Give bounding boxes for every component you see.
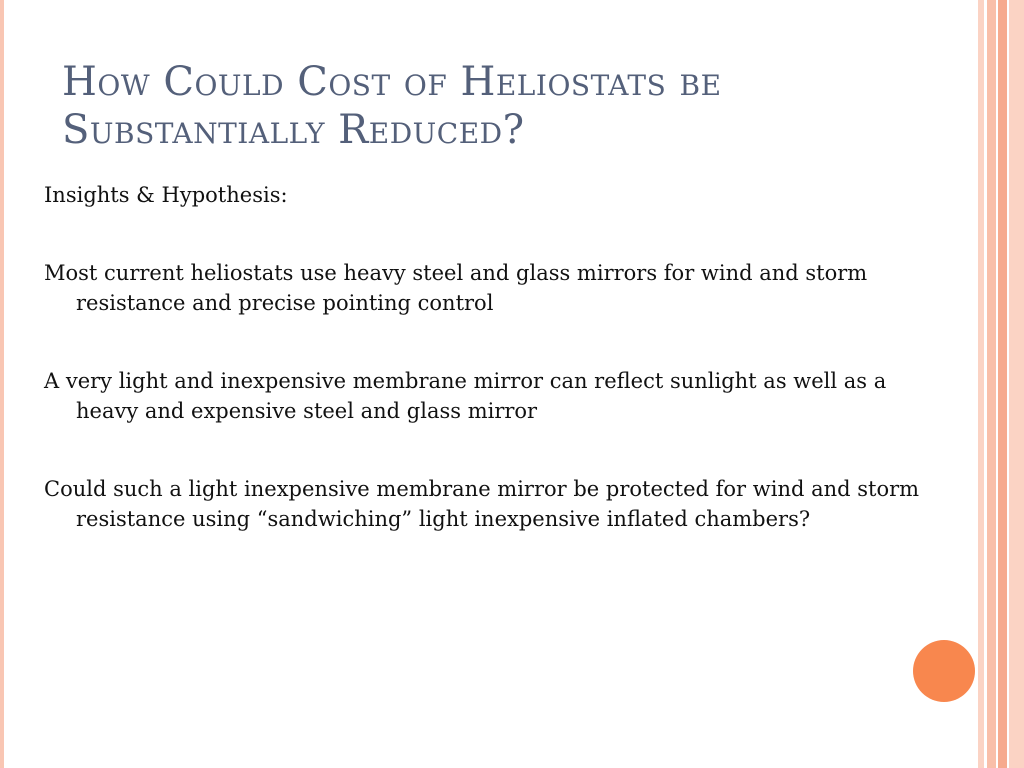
right-border-stripe (978, 0, 984, 768)
body-heading: Insights & Hypothesis: (44, 183, 288, 207)
slide-body (44, 180, 944, 534)
right-border-stripe (987, 0, 996, 768)
left-border-stripe (0, 0, 4, 768)
paragraph-3: Could such a light inexpensive membrane mirror be protected for wind and storm resistance using “sandwiching” light inexpensive inflated chambers? (44, 477, 920, 531)
decorative-circle (913, 640, 975, 702)
paragraph-1: Most current heliostats use heavy steel and glass mirrors for wind and storm resistance and precise pointing control (44, 261, 868, 315)
right-border-stripe (1009, 0, 1024, 768)
right-border-stripe (998, 0, 1007, 768)
paragraph-2: A very light and inexpensive membrane mirror can reflect sunlight as well as a heavy and expensive steel and glass mirror (44, 369, 887, 423)
slide-title: How Could Cost of Heliostats be Substantially Reduced? (62, 59, 722, 153)
